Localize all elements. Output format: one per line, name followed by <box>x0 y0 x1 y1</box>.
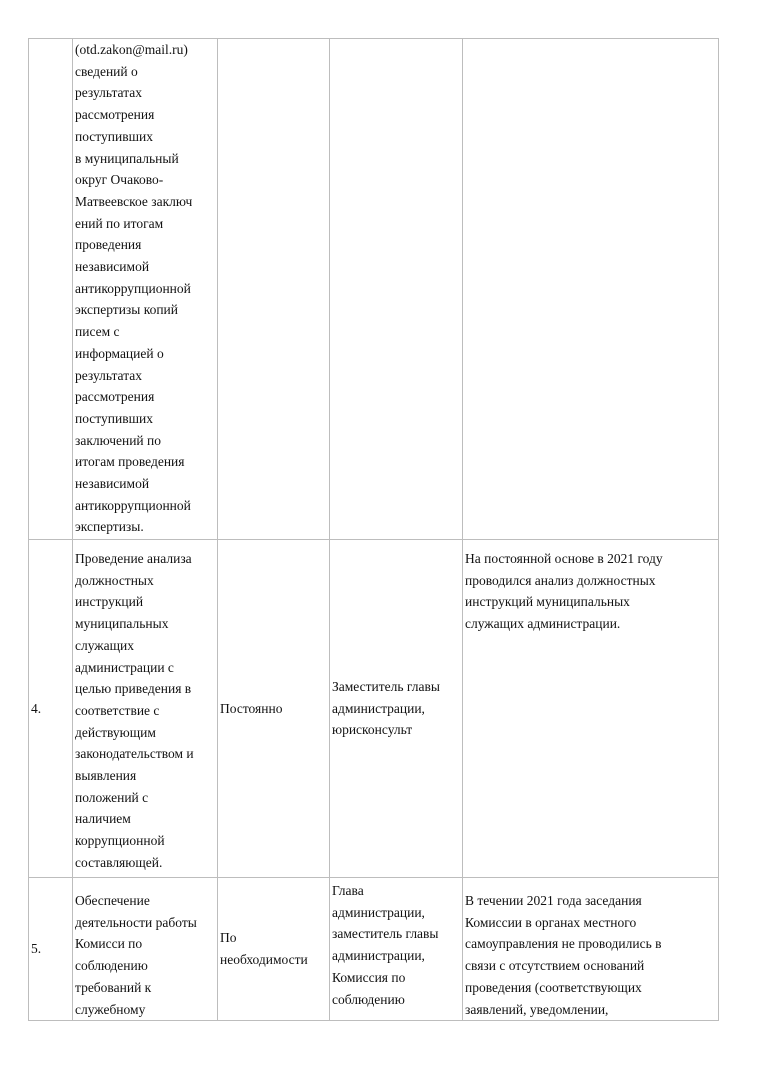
measure-line: положений с <box>75 789 149 805</box>
measure-line: законодательством и <box>75 746 194 762</box>
measure-line: экспертизы копий <box>75 302 178 318</box>
term-cell <box>218 39 330 540</box>
measure-line: действующим <box>75 724 156 740</box>
measure-line: составляющей. <box>75 854 163 870</box>
measure-line: результатах <box>75 367 143 383</box>
measure-line: Проведение анализа <box>75 551 192 566</box>
responsible-line: юрисконсульт <box>332 722 413 738</box>
responsible-line: Заместитель главы <box>332 678 440 694</box>
term-line: По <box>220 930 237 946</box>
measure-line: проведения <box>75 237 142 253</box>
result-line: заявлений, уведомлении, <box>465 1001 609 1017</box>
result-line: связи с отсутствием оснований <box>465 958 645 974</box>
measure-line: Комисси по <box>75 936 143 952</box>
table-row <box>29 878 719 1021</box>
result-line: проводился анализ должностных <box>465 572 656 588</box>
measure-line: служебному <box>75 1001 146 1017</box>
row-number-cell <box>29 39 73 540</box>
measure-line: ений по итогам <box>75 215 164 231</box>
measures-table <box>28 38 719 1021</box>
measure-line: служащих <box>75 637 134 653</box>
measure-line: округ Очаково- <box>75 172 164 188</box>
row-number: 5. <box>31 941 42 957</box>
responsible-line: заместитель главы <box>332 926 439 942</box>
measure-line: деятельности работы <box>75 914 197 930</box>
row-number-cell <box>29 540 73 878</box>
measure-line: заключений по <box>75 432 161 448</box>
responsible-line: соблюдению <box>332 991 405 1007</box>
measure-line: экспертизы. <box>75 519 144 535</box>
responsible-line: Комиссия по <box>332 969 406 985</box>
result-line: инструкций муниципальных <box>465 594 630 610</box>
row-number: 4. <box>31 700 42 716</box>
responsible-cell <box>330 540 463 878</box>
measure-line: (otd.zakon@mail.ru) <box>75 42 188 57</box>
measure-cell <box>73 540 218 878</box>
measure-line: антикоррупционной <box>75 280 191 296</box>
table-row <box>29 540 719 878</box>
responsible-cell <box>330 878 463 1021</box>
responsible-cell <box>330 39 463 540</box>
measure-line: должностных <box>75 572 154 588</box>
measure-line: информацией о <box>75 345 164 361</box>
responsible-line: администрации, <box>332 700 425 716</box>
measure-line: Обеспечение <box>75 893 150 908</box>
measure-cell <box>73 39 218 540</box>
measure-line: коррупционной <box>75 833 165 849</box>
measure-line: инструкций <box>75 594 144 610</box>
measure-line: результатах <box>75 85 143 101</box>
measure-line: Матвеевское заключ <box>75 193 193 209</box>
measure-line: соблюдению <box>75 958 148 974</box>
result-line: служащих администрации. <box>465 616 621 632</box>
measure-line: целью приведения в <box>75 681 192 697</box>
table-row <box>29 39 719 540</box>
measure-line: поступивших <box>75 128 153 144</box>
measure-line: поступивших <box>75 410 153 426</box>
responsible-line: администрации, <box>332 948 425 964</box>
measure-line: писем с <box>75 324 120 340</box>
measure-line: наличием <box>75 811 131 827</box>
term-text: Постоянно <box>220 700 283 716</box>
result-line: Комиссии в органах местного <box>465 914 637 930</box>
measure-line: рассмотрения <box>75 389 155 405</box>
result-cell <box>463 878 719 1021</box>
measure-line: соответствие с <box>75 702 160 718</box>
measure-line: администрации с <box>75 659 174 675</box>
row-number-cell <box>29 878 73 1021</box>
measure-line: независимой <box>75 259 150 275</box>
term-line: необходимости <box>220 952 308 968</box>
responsible-line: администрации, <box>332 904 425 920</box>
result-line: На постоянной основе в 2021 году <box>465 551 663 566</box>
term-cell <box>218 540 330 878</box>
result-line: проведения (соответствующих <box>465 979 642 995</box>
measure-line: муниципальных <box>75 616 169 632</box>
result-line: В течении 2021 года заседания <box>465 893 642 908</box>
measure-line: итогам проведения <box>75 454 185 470</box>
measure-line: сведений о <box>75 63 138 79</box>
responsible-line: Глава <box>332 883 364 898</box>
term-cell <box>218 878 330 1021</box>
result-line: самоуправления не проводились в <box>465 936 662 952</box>
measure-line: требований к <box>75 979 152 995</box>
measure-line: независимой <box>75 476 150 492</box>
measure-line: рассмотрения <box>75 107 155 123</box>
measure-cell <box>73 878 218 1021</box>
measure-line: выявления <box>75 768 137 784</box>
measure-line: антикоррупционной <box>75 497 191 513</box>
result-cell <box>463 39 719 540</box>
result-cell <box>463 540 719 878</box>
measure-line: в муниципальный <box>75 150 179 166</box>
